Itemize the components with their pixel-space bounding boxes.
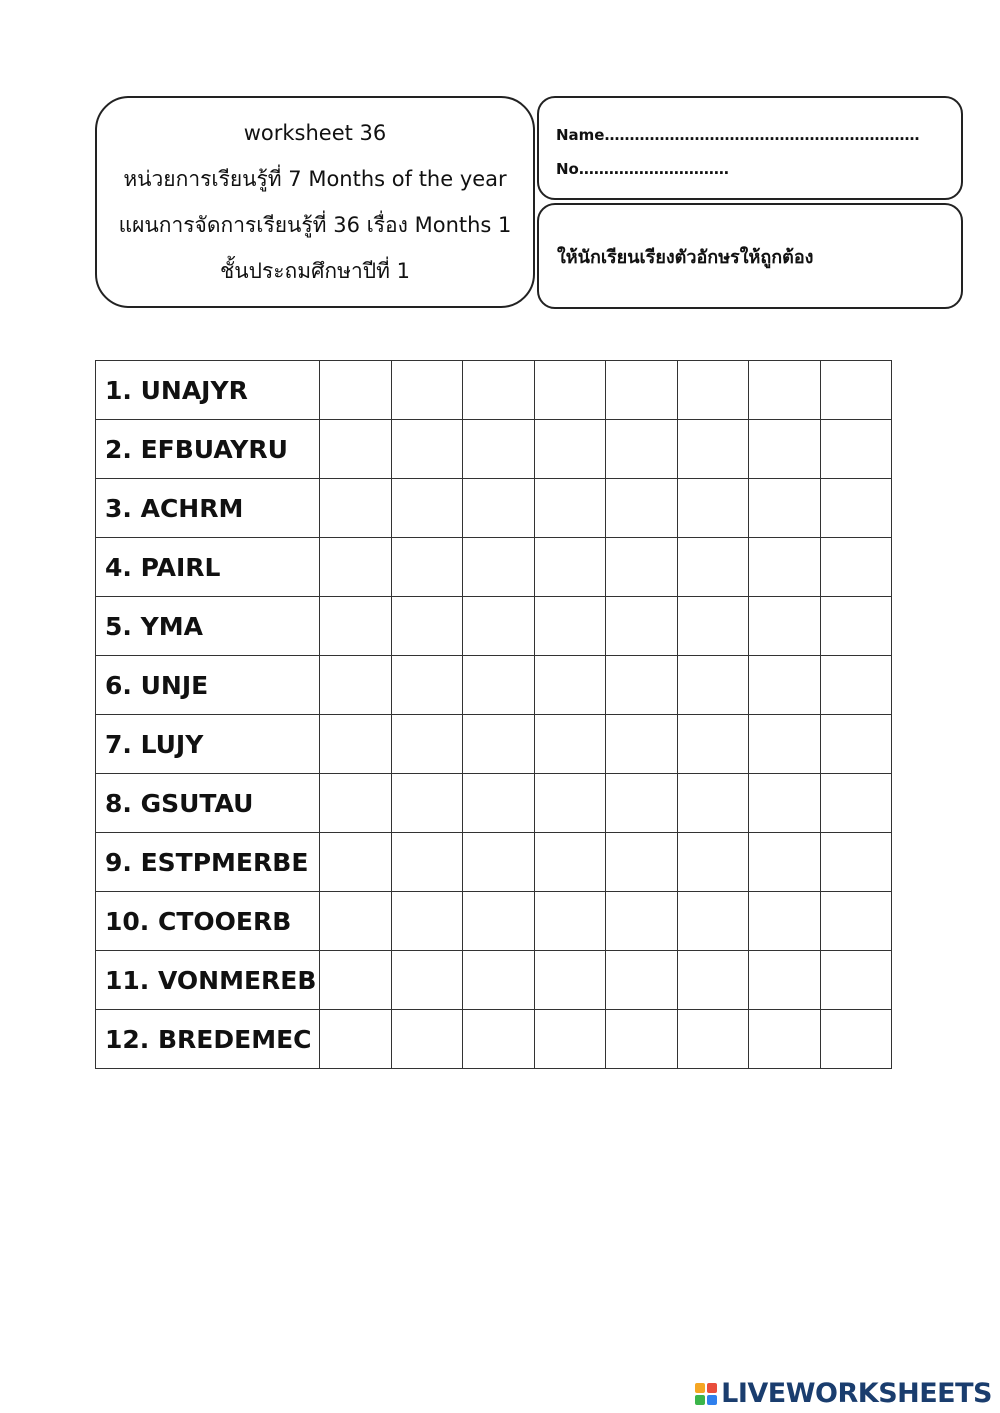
scrambled-word: 10. CTOOERB bbox=[96, 892, 320, 951]
answer-cell[interactable] bbox=[391, 597, 463, 656]
answer-cell[interactable] bbox=[677, 715, 749, 774]
answer-cell[interactable] bbox=[820, 420, 892, 479]
word-row bbox=[96, 597, 892, 656]
answer-cell[interactable] bbox=[749, 479, 821, 538]
answer-cell[interactable] bbox=[677, 774, 749, 833]
answer-cell[interactable] bbox=[749, 951, 821, 1010]
logo-square-3 bbox=[695, 1395, 705, 1405]
answer-cell[interactable] bbox=[534, 420, 606, 479]
scrambled-word: 4. PAIRL bbox=[96, 538, 320, 597]
answer-cell[interactable] bbox=[820, 892, 892, 951]
answer-cell[interactable] bbox=[749, 361, 821, 420]
answer-cell[interactable] bbox=[677, 361, 749, 420]
word-row bbox=[96, 951, 892, 1010]
scrambled-word: 9. ESTPMERBE bbox=[96, 833, 320, 892]
grade-level: ชั้นประถมศึกษาปีที่ 1 bbox=[220, 259, 410, 283]
answer-cell[interactable] bbox=[606, 715, 678, 774]
scrambled-word: 11. VONMEREB bbox=[96, 951, 320, 1010]
word-row bbox=[96, 361, 892, 420]
answer-cell[interactable] bbox=[463, 361, 535, 420]
student-info-box bbox=[537, 96, 963, 200]
answer-cell[interactable] bbox=[391, 538, 463, 597]
answer-cell[interactable] bbox=[391, 1010, 463, 1069]
answer-cell[interactable] bbox=[320, 951, 392, 1010]
answer-cell[interactable] bbox=[391, 715, 463, 774]
answer-cell[interactable] bbox=[320, 774, 392, 833]
answer-cell[interactable] bbox=[677, 538, 749, 597]
answer-cell[interactable] bbox=[463, 715, 535, 774]
instruction-box bbox=[537, 203, 963, 309]
answer-cell[interactable] bbox=[320, 833, 392, 892]
word-row bbox=[96, 538, 892, 597]
answer-cell[interactable] bbox=[677, 597, 749, 656]
answer-cell[interactable] bbox=[606, 420, 678, 479]
word-row bbox=[96, 774, 892, 833]
instruction-text: ให้นักเรียนเรียงตัวอักษรให้ถูกต้อง bbox=[557, 246, 814, 268]
answer-cell[interactable] bbox=[749, 656, 821, 715]
scrambled-word: 1. UNAJYR bbox=[96, 361, 320, 420]
answer-cell[interactable] bbox=[463, 656, 535, 715]
answer-cell[interactable] bbox=[820, 833, 892, 892]
scrambled-word: 5. YMA bbox=[96, 597, 320, 656]
worksheet-number: worksheet 36 bbox=[243, 121, 387, 145]
scrambled-word: 12. BREDEMEC bbox=[96, 1010, 320, 1069]
scrambled-word: 7. LUJY bbox=[96, 715, 320, 774]
answer-cell[interactable] bbox=[320, 715, 392, 774]
answer-cell[interactable] bbox=[606, 538, 678, 597]
scrambled-word: 2. EFBUAYRU bbox=[96, 420, 320, 479]
answer-cell[interactable] bbox=[391, 774, 463, 833]
number-field[interactable]: No………………………… bbox=[556, 160, 729, 178]
answer-cell[interactable] bbox=[606, 597, 678, 656]
answer-cell[interactable] bbox=[463, 833, 535, 892]
logo-square-4 bbox=[707, 1395, 717, 1405]
answer-cell[interactable] bbox=[677, 833, 749, 892]
logo-square-1 bbox=[695, 1383, 705, 1393]
answer-cell[interactable] bbox=[534, 538, 606, 597]
answer-cell[interactable] bbox=[606, 361, 678, 420]
answer-cell[interactable] bbox=[534, 951, 606, 1010]
answer-cell[interactable] bbox=[820, 774, 892, 833]
answer-cell[interactable] bbox=[606, 892, 678, 951]
answer-cell[interactable] bbox=[677, 951, 749, 1010]
answer-cell[interactable] bbox=[820, 597, 892, 656]
answer-cell[interactable] bbox=[820, 361, 892, 420]
scrambled-words-table bbox=[95, 360, 892, 1069]
word-row bbox=[96, 656, 892, 715]
word-row bbox=[96, 715, 892, 774]
answer-cell[interactable] bbox=[391, 951, 463, 1010]
answer-cell[interactable] bbox=[749, 892, 821, 951]
answer-cell[interactable] bbox=[320, 656, 392, 715]
word-row bbox=[96, 833, 892, 892]
answer-cell[interactable] bbox=[534, 656, 606, 715]
liveworksheets-logo bbox=[695, 1378, 992, 1409]
answer-cell[interactable] bbox=[606, 656, 678, 715]
word-row bbox=[96, 1010, 892, 1069]
answer-cell[interactable] bbox=[534, 479, 606, 538]
answer-cell[interactable] bbox=[320, 1010, 392, 1069]
scrambled-word: 8. GSUTAU bbox=[96, 774, 320, 833]
answer-cell[interactable] bbox=[320, 597, 392, 656]
answer-cell[interactable] bbox=[463, 420, 535, 479]
answer-cell[interactable] bbox=[606, 1010, 678, 1069]
answer-cell[interactable] bbox=[677, 1010, 749, 1069]
name-field[interactable]: Name……………………………………………………… bbox=[556, 126, 920, 144]
unit-title: หน่วยการเรียนรู้ที่ 7 Months of the year bbox=[123, 167, 507, 191]
answer-cell[interactable] bbox=[677, 479, 749, 538]
answer-cell[interactable] bbox=[391, 479, 463, 538]
worksheet-title-box bbox=[95, 96, 535, 308]
answer-cell[interactable] bbox=[606, 833, 678, 892]
answer-cell[interactable] bbox=[749, 1010, 821, 1069]
answer-cell[interactable] bbox=[749, 715, 821, 774]
word-row bbox=[96, 420, 892, 479]
answer-cell[interactable] bbox=[534, 715, 606, 774]
answer-cell[interactable] bbox=[820, 479, 892, 538]
answer-cell[interactable] bbox=[820, 1010, 892, 1069]
answer-cell[interactable] bbox=[391, 420, 463, 479]
answer-cell[interactable] bbox=[463, 597, 535, 656]
answer-cell[interactable] bbox=[820, 656, 892, 715]
answer-cell[interactable] bbox=[320, 479, 392, 538]
answer-cell[interactable] bbox=[391, 833, 463, 892]
liveworksheets-logo-icon bbox=[695, 1383, 717, 1405]
scrambled-word: 3. ACHRM bbox=[96, 479, 320, 538]
answer-cell[interactable] bbox=[534, 774, 606, 833]
answer-cell[interactable] bbox=[677, 420, 749, 479]
scrambled-word: 6. UNJE bbox=[96, 656, 320, 715]
word-row bbox=[96, 479, 892, 538]
answer-cell[interactable] bbox=[677, 656, 749, 715]
logo-square-2 bbox=[707, 1383, 717, 1393]
answer-cell[interactable] bbox=[534, 597, 606, 656]
answer-cell[interactable] bbox=[463, 774, 535, 833]
answer-cell[interactable] bbox=[820, 951, 892, 1010]
answer-cell[interactable] bbox=[820, 538, 892, 597]
liveworksheets-brand: LIVEWORKSHEETS bbox=[721, 1378, 992, 1409]
answer-cell[interactable] bbox=[320, 361, 392, 420]
answer-cell[interactable] bbox=[391, 892, 463, 951]
answer-cell[interactable] bbox=[320, 892, 392, 951]
answer-cell[interactable] bbox=[749, 420, 821, 479]
answer-cell[interactable] bbox=[749, 774, 821, 833]
answer-cell[interactable] bbox=[606, 951, 678, 1010]
answer-cell[interactable] bbox=[320, 538, 392, 597]
answer-cell[interactable] bbox=[320, 420, 392, 479]
answer-cell[interactable] bbox=[677, 892, 749, 951]
answer-cell[interactable] bbox=[463, 538, 535, 597]
answer-cell[interactable] bbox=[463, 479, 535, 538]
answer-cell[interactable] bbox=[749, 538, 821, 597]
answer-cell[interactable] bbox=[534, 361, 606, 420]
answer-cell[interactable] bbox=[749, 597, 821, 656]
answer-cell[interactable] bbox=[534, 892, 606, 951]
answer-cell[interactable] bbox=[606, 479, 678, 538]
answer-cell[interactable] bbox=[606, 774, 678, 833]
word-row bbox=[96, 892, 892, 951]
answer-cell[interactable] bbox=[391, 656, 463, 715]
answer-cell[interactable] bbox=[463, 892, 535, 951]
answer-cell[interactable] bbox=[463, 1010, 535, 1069]
answer-cell[interactable] bbox=[749, 833, 821, 892]
answer-cell[interactable] bbox=[463, 951, 535, 1010]
answer-cell[interactable] bbox=[820, 715, 892, 774]
answer-cell[interactable] bbox=[391, 361, 463, 420]
answer-cell[interactable] bbox=[534, 1010, 606, 1069]
answer-cell[interactable] bbox=[534, 833, 606, 892]
lesson-plan-title: แผนการจัดการเรียนรู้ที่ 36 เรื่อง Months 1 bbox=[118, 213, 512, 237]
